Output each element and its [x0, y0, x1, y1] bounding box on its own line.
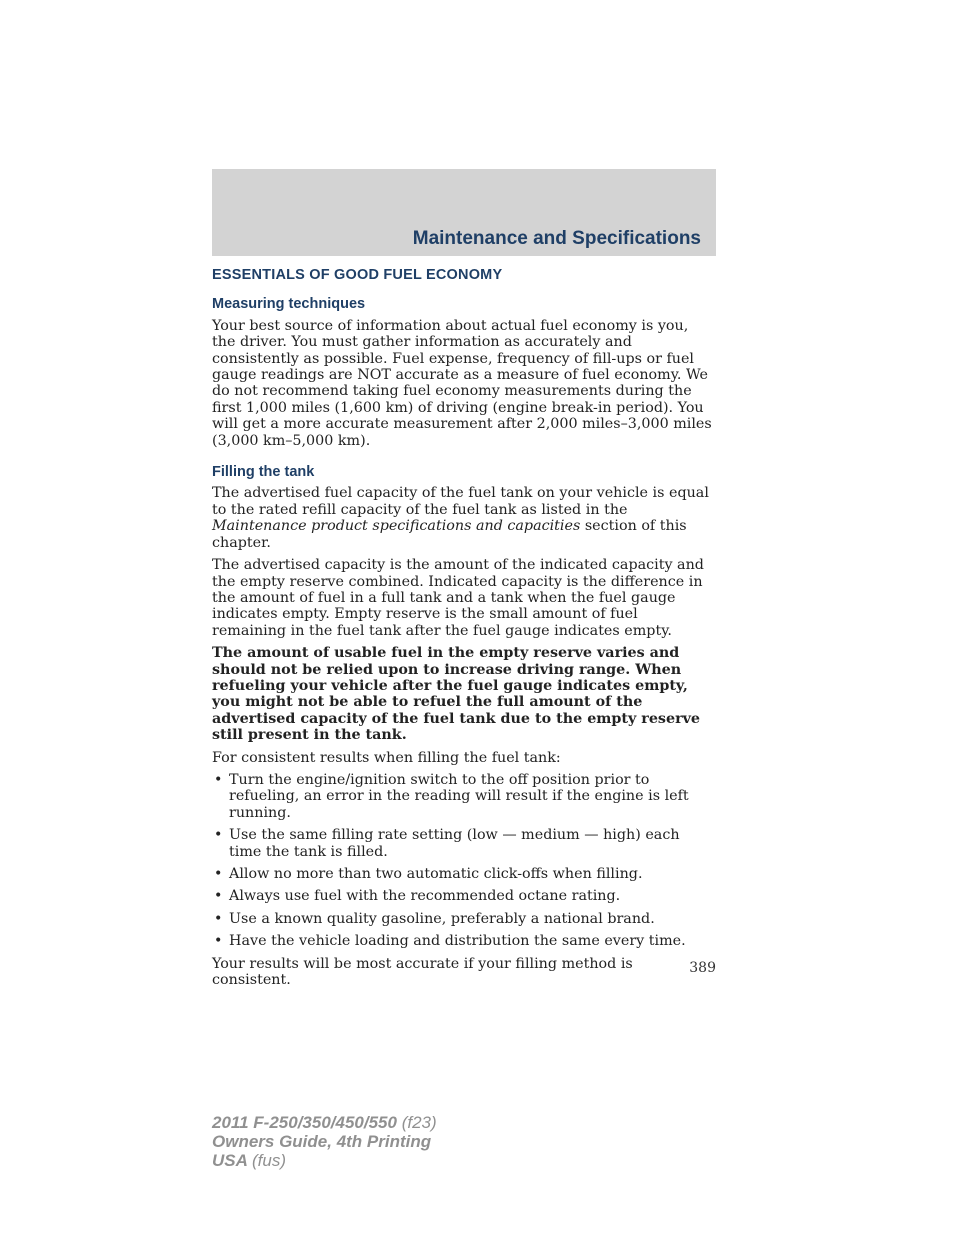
footer-line-1	[212, 1113, 437, 1132]
footer-line-3	[212, 1151, 437, 1170]
chapter-header-band	[212, 169, 716, 256]
empty-reserve-warning: The amount of usable fuel in the empty reserve varies and should not be relied upon to increase driving range. When refueling your vehicle after the fuel gauge indicates empty, you might not be able to refuel the full amount of the advertised capacity of the fuel tank due to the empty reserve still present in the tank.	[212, 645, 701, 744]
filling-tips-list	[212, 772, 716, 950]
page-content	[212, 267, 716, 994]
footer-market-code: (fus)	[252, 1151, 286, 1170]
list-item: • Allow no more than two automatic click-offs when filling.	[212, 866, 716, 882]
filling-paragraph-2: The advertised capacity is the amount of the indicated capacity and the empty reserve combined. Indicated capacity is the difference in the amount of fuel in a full tank and a tank when the fuel gauge indicates empty. Empty reserve is the small amount of fuel remaining in the fuel tank after the fuel gauge indicates empty.	[212, 557, 704, 639]
filling-intro: For consistent results when filling the fuel tank:	[212, 749, 561, 766]
footer-model: 2011 F-250/350/450/550	[212, 1113, 397, 1132]
list-item: • Turn the engine/ignition switch to the off position prior to refueling, an error in the reading will result if the engine is left running.	[212, 772, 716, 821]
page-number: 389	[689, 960, 716, 976]
measuring-techniques-heading: Measuring techniques	[212, 296, 366, 313]
chapter-title: Maintenance and Specifications	[412, 228, 701, 249]
footer-market: USA	[212, 1151, 248, 1170]
section-title: ESSENTIALS OF GOOD FUEL ECONOMY	[212, 267, 503, 283]
list-item: • Have the vehicle loading and distribution the same every time.	[212, 933, 716, 949]
filling-closing: Your results will be most accurate if your filling method is consistent.	[212, 955, 633, 989]
filling-the-tank-heading: Filling the tank	[212, 464, 315, 481]
filling-paragraph-1	[212, 485, 716, 551]
list-item: • Use a known quality gasoline, preferably a national brand.	[212, 911, 716, 927]
filling-p1-start: The advertised fuel capacity of the fuel tank on your vehicle is equal to the rated refill capacity of the fuel tank as listed in the	[212, 485, 709, 518]
document-footer	[212, 1113, 437, 1170]
filling-p1-reference: Maintenance product specifications and capacities	[212, 518, 581, 535]
list-item: • Use the same filling rate setting (low — medium — high) each time the tank is filled.	[212, 827, 716, 860]
footer-line-2: Owners Guide, 4th Printing	[212, 1132, 432, 1151]
list-item: • Always use fuel with the recommended octane rating.	[212, 888, 716, 904]
measuring-techniques-paragraph: Your best source of information about actual fuel economy is you, the driver. You must gather information as accurately and consistently as possible. Fuel expense, frequency of fill-ups or fuel gauge readings are NOT accurate as a measure of fuel economy. We do not recommend taking fuel economy measurements during the first 1,000 miles (1,600 km) of driving (engine break-in period). You will get a more accurate measurement after 2,000 miles–3,000 miles (3,000 km–5,000 km).	[212, 317, 712, 449]
footer-model-code: (f23)	[401, 1113, 437, 1132]
filling-p1-end: section of this chapter.	[212, 518, 687, 551]
